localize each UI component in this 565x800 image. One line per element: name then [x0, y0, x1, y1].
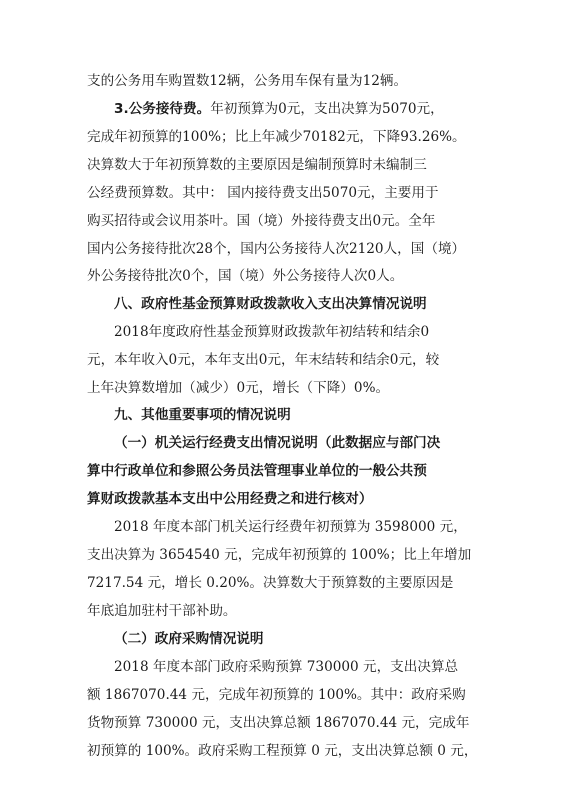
paragraph-line: 元，本年收入0元，本年支出0元，年末结转和结余0元，较 [87, 352, 440, 368]
subsection-heading: （二）政府采购情况说明 [114, 631, 264, 647]
paragraph-line: 公经费预算数。其中： 国内接待费支出5070元，主要用于 [87, 185, 439, 201]
paragraph-line: 完成年初预算的100%；比上年减少70182元，下降93.26%。 [87, 129, 466, 145]
paragraph-line: 国内公务接待批次28个，国内公务接待人次2120人，国（境） [87, 241, 466, 257]
paragraph-line: 购买招待或会议用茶叶。国（境）外接待费支出0元。全年 [87, 213, 436, 229]
paragraph-line: 2018 年度本部门机关运行经费年初预算为 3598000 元， [114, 519, 467, 535]
subsection-heading: 算中行政单位和参照公务员法管理事业单位的一般公共预 [87, 463, 427, 479]
paragraph-line [87, 99, 487, 119]
paragraph-line: 2018年度政府性基金预算财政拨款年初结转和结余0 [114, 324, 430, 340]
paragraph-line: 上年决算数增加（减少）0元，增长（下降）0%。 [87, 380, 390, 396]
subsection-heading: 算财政拨款基本支出中公用经费之和进行核对） [87, 491, 373, 507]
subsection-heading: （一）机关运行经费支出情况说明（此数据应与部门决 [114, 435, 441, 451]
item-heading: 3.公务接待费。 [114, 101, 211, 117]
paragraph-line: 外公务接待批次0个，国（境）外公务接待人次0人。 [87, 268, 404, 284]
paragraph-line: 支出决算为 3654540 元，完成年初预算的 100%；比上年增加 [87, 547, 472, 563]
section-heading: 九、其他重要事项的情况说明 [114, 407, 291, 423]
paragraph-line: 年底追加驻村干部补助。 [87, 603, 237, 619]
paragraph-line: 货物预算 730000 元，支出决算总额 1867070.44 元，完成年 [87, 715, 470, 731]
paragraph-line: 7217.54 元，增长 0.20%。决算数大于预算数的主要原因是 [87, 575, 454, 591]
paragraph-line: 2018 年度本部门政府采购预算 730000 元，支出决算总 [114, 659, 459, 675]
paragraph-line: 额 1867070.44 元，完成年初预算的 100%。其中：政府采购 [87, 687, 466, 703]
section-heading: 八、政府性基金预算财政拨款收入支出决算情况说明 [114, 296, 427, 312]
paragraph-line: 初预算的 100%。政府采购工程预算 0 元，支出决算总额 0 元， [87, 743, 478, 759]
paragraph-line: 决算数大于年初预算数的主要原因是编制预算时未编制三 [87, 157, 427, 173]
paragraph-text: 年初预算为0元，支出决算为5070元， [210, 101, 444, 117]
paragraph-line: 支的公务用车购置数12辆，公务用车保有量为12辆。 [87, 73, 408, 89]
